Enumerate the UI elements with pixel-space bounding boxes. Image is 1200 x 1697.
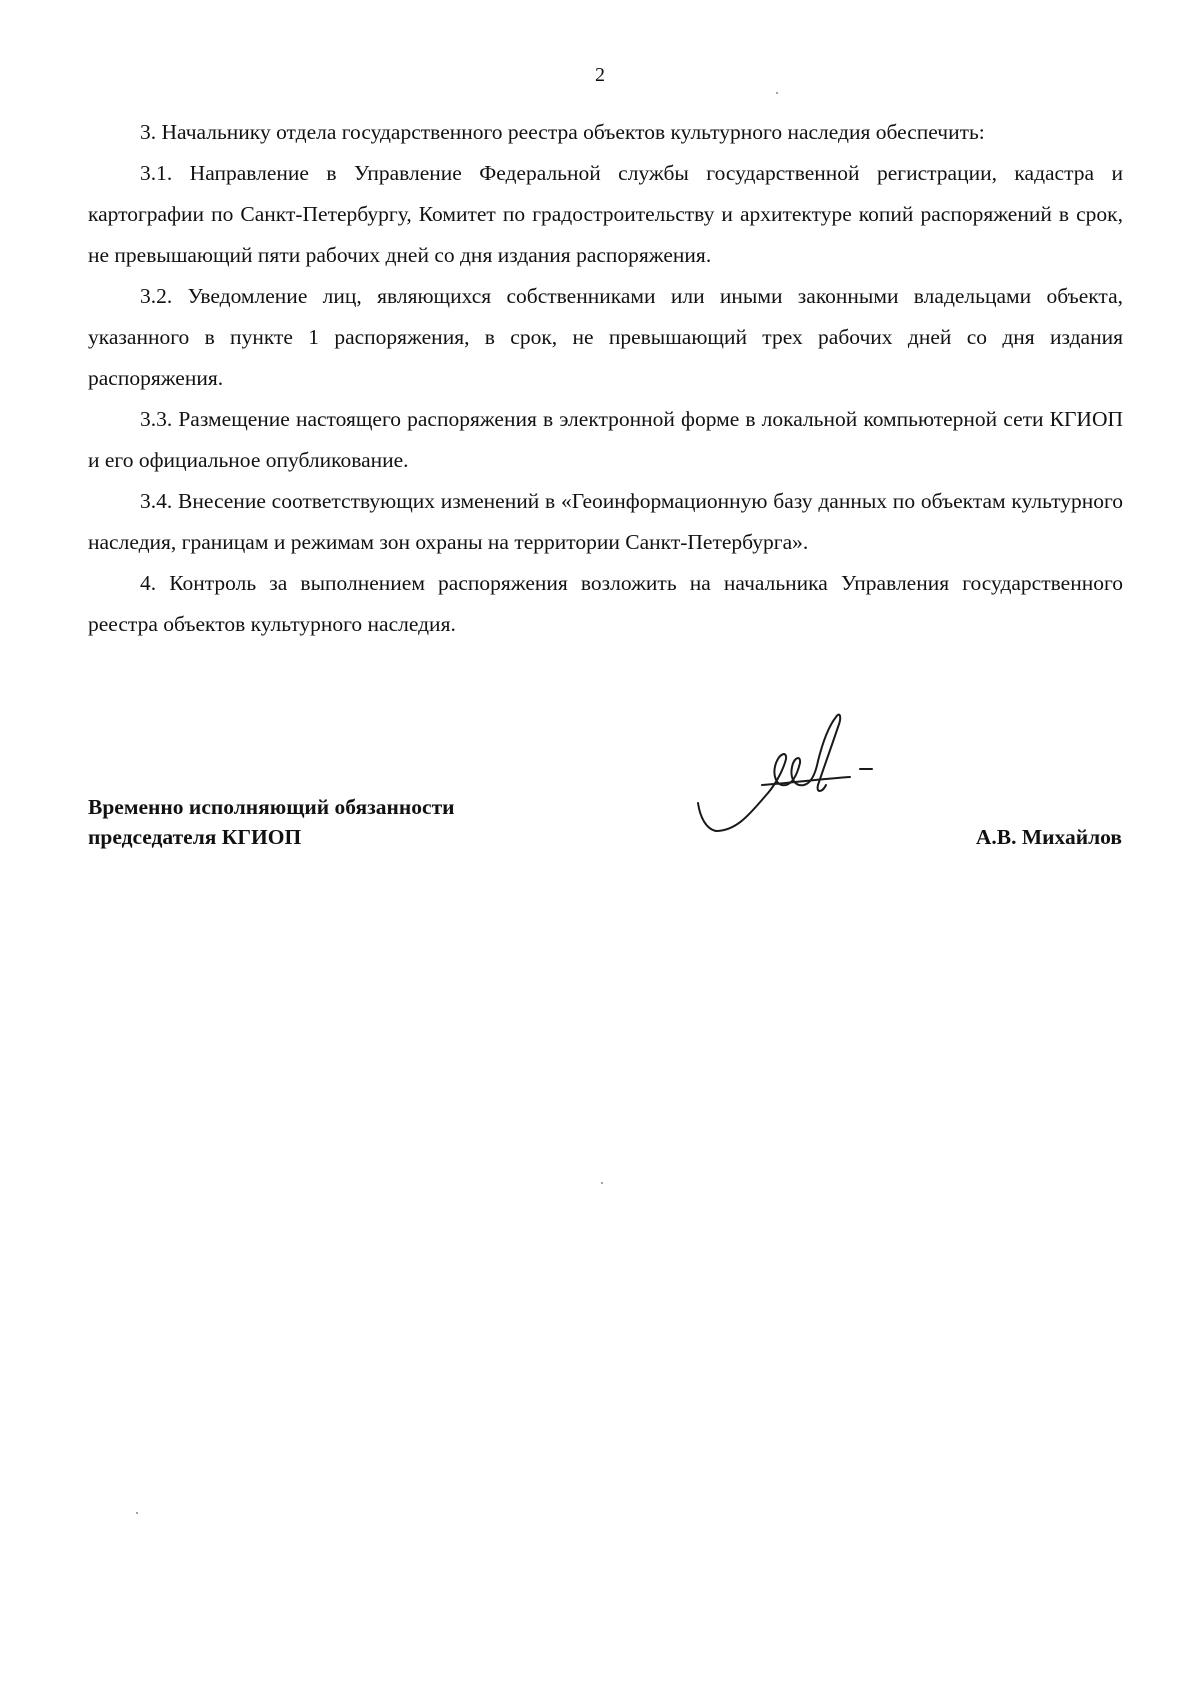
- document-body: [88, 112, 1123, 645]
- page-number: 2: [595, 64, 605, 86]
- position-line-1: Временно исполняющий обязанности: [88, 795, 455, 819]
- paragraph-3-2: 3.2. Уведомление лиц, являющихся собственниками или иными законными владельцами объекта, указанного в пункте 1 распоряжения, в срок, не превышающий трех рабочих дней со дня издания распоряжения.: [88, 284, 1123, 390]
- signatory-position: [88, 792, 455, 852]
- paragraph-3-3: 3.3. Размещение настоящего распоряжения в электронной форме в локальной компьютерной сети КГИОП и его официальное опубликование.: [88, 407, 1123, 472]
- paragraph-3: 3. Начальнику отдела государственного реестра объектов культурного наследия обеспечить:: [140, 120, 985, 144]
- paragraph-4: 4. Контроль за выполнением распоряжения возложить на начальника Управления государственного реестра объектов культурного наследия.: [88, 571, 1123, 636]
- paragraph-3-4: 3.4. Внесение соответствующих изменений в «Геоинформационную базу данных по объектам культурного наследия, границам и режимам зон охраны на территории Санкт-Петербурга».: [88, 489, 1123, 554]
- scan-speck: [136, 1512, 138, 1514]
- scan-speck: [776, 92, 778, 94]
- signer-name: А.В. Михайлов: [975, 825, 1122, 849]
- paragraph-3-1: 3.1. Направление в Управление Федеральной службы государственной регистрации, кадастра и картографии по Санкт-Петербургу, Комитет по градостроительству и архитектурe копий распоряжений в срок, не превышающий пяти рабочих дней со дня издания распоряжения.: [88, 161, 1123, 267]
- scan-speck: [601, 1182, 603, 1184]
- handwritten-signature: [690, 705, 930, 845]
- position-line-2: председателя КГИОП: [88, 825, 302, 849]
